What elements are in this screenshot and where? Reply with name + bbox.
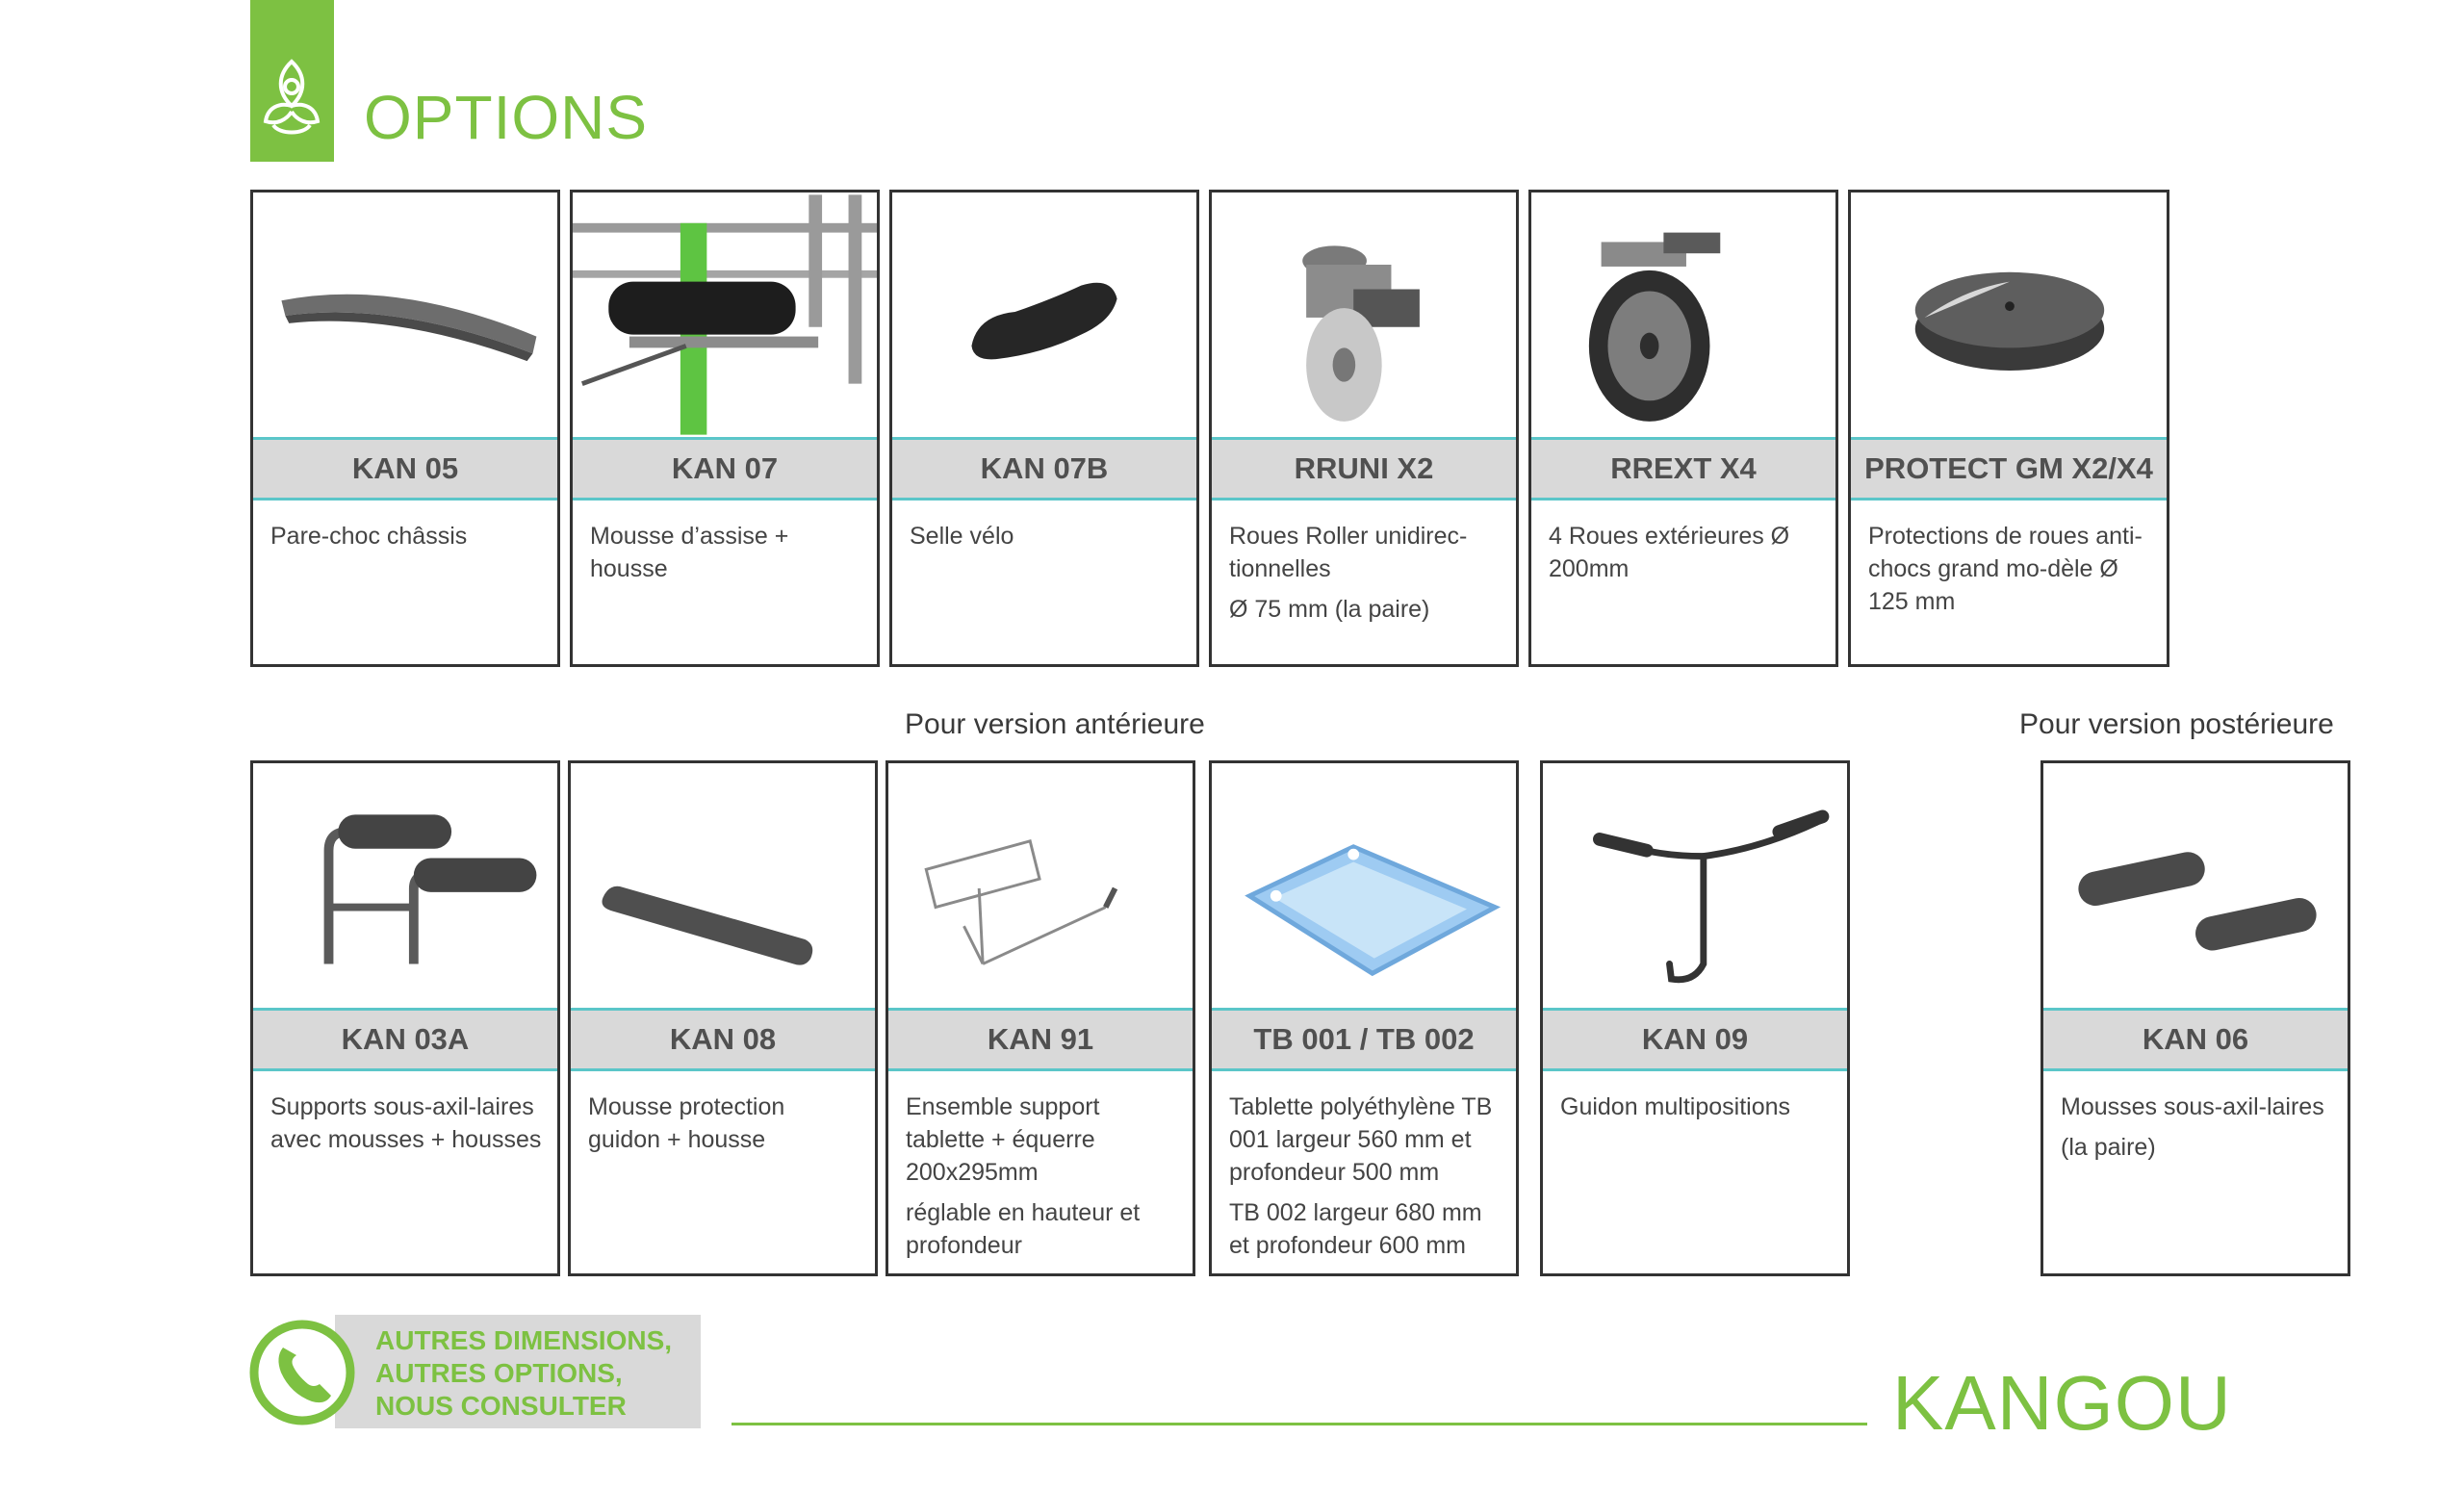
option-card-kan05 xyxy=(250,190,560,667)
option-card-tb001-tb002 xyxy=(1209,760,1519,1276)
product-code: KAN 08 xyxy=(571,1008,875,1071)
logo-box xyxy=(250,0,334,162)
product-image xyxy=(1212,193,1516,437)
product-description: Mousses sous-axil-laires (la paire) xyxy=(2061,1093,2324,1161)
product-image xyxy=(1543,763,1847,1008)
option-card-rrext xyxy=(1528,190,1838,667)
phone-icon xyxy=(248,1319,356,1431)
product-image xyxy=(892,193,1196,437)
product-image xyxy=(1212,763,1516,1008)
product-description: Tablette polyéthylène TB 001 largeur 560 mm et profondeur 500 mm TB 002 largeur 680 mm et profondeur 600 mm xyxy=(1229,1093,1493,1259)
option-card-kan03a xyxy=(250,760,560,1276)
product-image xyxy=(1531,193,1835,437)
product-image xyxy=(573,193,877,437)
option-card-kan07b xyxy=(889,190,1199,667)
product-image xyxy=(253,763,557,1008)
product-description: Ensemble support tablette + équerre 200x295mm réglable en hauteur et profondeur xyxy=(906,1093,1141,1259)
contact-text: AUTRES DIMENSIONS, AUTRES OPTIONS, NOUS CONSULTER xyxy=(375,1325,673,1421)
product-description: Mousse d’assise + housse xyxy=(590,523,789,582)
product-code: RREXT X4 xyxy=(1531,437,1835,501)
product-code: RRUNI X2 xyxy=(1212,437,1516,501)
lotus-icon xyxy=(260,58,323,139)
product-code: KAN 91 xyxy=(888,1008,1193,1071)
product-description: Supports sous-axil-laires avec mousses + housses xyxy=(270,1093,542,1153)
product-image xyxy=(888,763,1193,1008)
option-card-kan91 xyxy=(886,760,1195,1276)
product-code: KAN 06 xyxy=(2043,1008,2348,1071)
product-image xyxy=(1851,193,2167,437)
option-card-rruni xyxy=(1209,190,1519,667)
product-code: KAN 09 xyxy=(1543,1008,1847,1071)
product-code: KAN 07B xyxy=(892,437,1196,501)
product-code: KAN 07 xyxy=(573,437,877,501)
product-image xyxy=(253,193,557,437)
option-card-kan08 xyxy=(568,760,878,1276)
product-description: Guidon multipositions xyxy=(1560,1093,1791,1120)
product-code: PROTECT GM X2/X4 xyxy=(1851,437,2167,501)
product-image xyxy=(571,763,875,1008)
label-posterior-version: Pour version postérieure xyxy=(2019,708,2334,740)
product-code: KAN 05 xyxy=(253,437,557,501)
brand-name: KANGOU xyxy=(1892,1360,2232,1446)
option-card-kan09 xyxy=(1540,760,1850,1276)
option-card-protect-gm xyxy=(1848,190,2169,667)
product-description: Roues Roller unidirec-tionnelles Ø 75 mm (la paire) xyxy=(1229,523,1468,623)
option-card-kan06 xyxy=(2040,760,2350,1276)
page-title: OPTIONS xyxy=(364,83,649,152)
product-description: Pare-choc châssis xyxy=(270,523,468,550)
footer-divider xyxy=(732,1423,1867,1425)
product-description: 4 Roues extérieures Ø 200mm xyxy=(1549,523,1790,582)
product-code: KAN 03A xyxy=(253,1008,557,1071)
product-description: Selle vélo xyxy=(910,523,1014,550)
product-code: TB 001 / TB 002 xyxy=(1212,1008,1516,1071)
product-description: Mousse protection guidon + housse xyxy=(588,1093,785,1153)
product-description: Protections de roues anti-chocs grand mo-dèle Ø 125 mm xyxy=(1868,523,2143,615)
label-anterior-version: Pour version antérieure xyxy=(905,708,1205,740)
product-image xyxy=(2043,763,2348,1008)
option-card-kan07 xyxy=(570,190,880,667)
